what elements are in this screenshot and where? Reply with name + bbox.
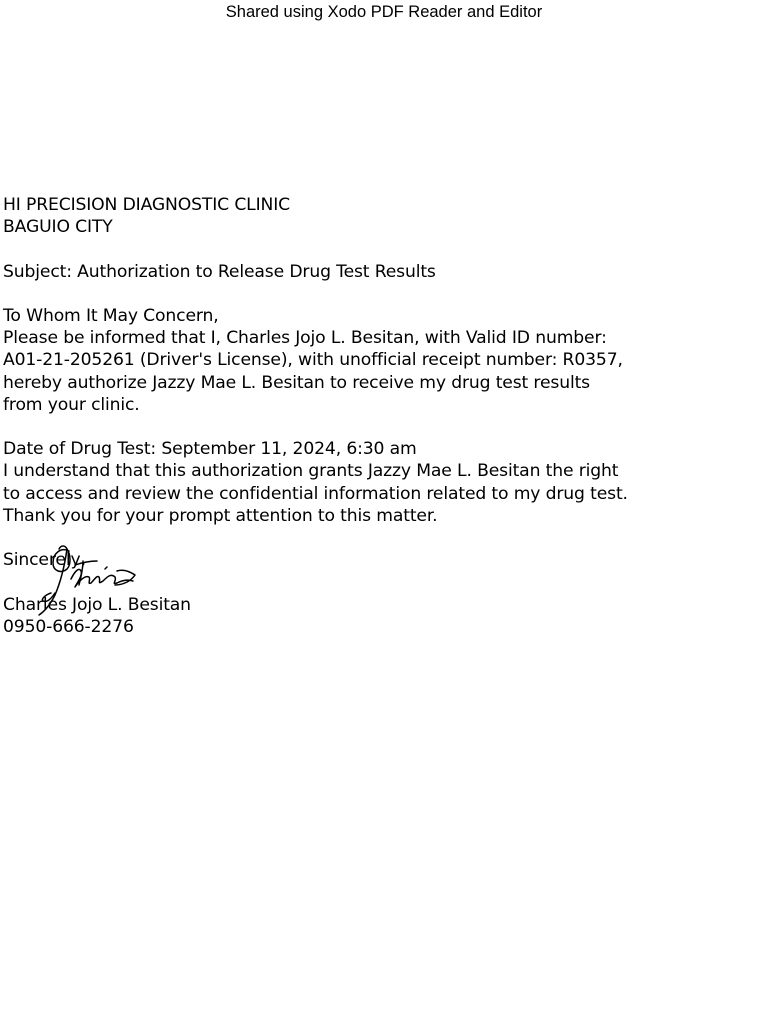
understanding-line: to access and review the confidential information related to my drug test.	[3, 483, 628, 504]
spacer	[3, 416, 743, 438]
recipient-name: HI PRECISION DIAGNOSTIC CLINIC	[3, 195, 290, 215]
body-line: Please be informed that I, Charles Jojo L. Besitan, with Valid ID number:	[3, 328, 607, 349]
understanding-line: I understand that this authorization grants Jazzy Mae L. Besitan the right	[3, 461, 619, 482]
spacer	[3, 238, 743, 260]
body-line: from your clinic.	[3, 394, 140, 415]
letter-body	[3, 194, 743, 638]
body-line: hereby authorize Jazzy Mae L. Besitan to receive my drug test results	[3, 372, 590, 393]
share-banner: Shared using Xodo PDF Reader and Editor	[225, 3, 543, 21]
understanding-line: Thank you for your prompt attention to this matter.	[3, 505, 438, 526]
spacer	[3, 571, 743, 593]
salutation: To Whom It May Concern,	[3, 305, 219, 326]
spacer	[3, 283, 743, 305]
test-date: Date of Drug Test: September 11, 2024, 6:30 am	[3, 439, 417, 460]
recipient-city: BAGUIO CITY	[3, 217, 113, 238]
spacer	[3, 527, 743, 549]
closing: Sincerely,	[3, 550, 86, 571]
signer-phone: 0950-666-2276	[3, 616, 134, 637]
signature-block	[3, 594, 743, 616]
signer-name: Charles Jojo L. Besitan	[3, 594, 191, 615]
body-line: A01-21-205261 (Driver's License), with unofficial receipt number: R0357,	[3, 350, 623, 371]
subject-line: Subject: Authorization to Release Drug Test Results	[3, 261, 436, 282]
